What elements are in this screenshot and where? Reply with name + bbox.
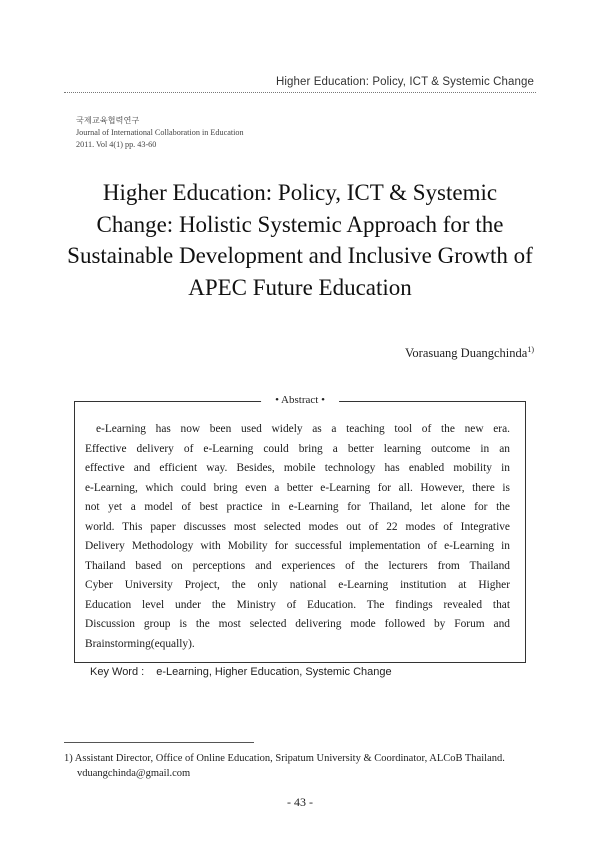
keywords-value: e-Learning, Higher Education, Systemic Change (156, 666, 392, 678)
journal-korean-title: 국제교육협력연구 (76, 116, 140, 125)
abstract-line: e-Learning has now been used widely as a teaching tool of the new era. (96, 423, 510, 435)
abstract-line: not yet a model of best practice in e-Learning for Thailand, let alone for the (85, 501, 510, 513)
abstract-line: effective and efficient way. Besides, mobile technology has enabled mobility in (85, 462, 510, 474)
abstract-line: e-Learning, which could bring even a better e-Learning for all. However, there is (85, 481, 510, 494)
abstract-label: • Abstract • (261, 394, 339, 406)
title-line: Change: Holistic Systemic Approach for the (96, 211, 504, 237)
footnote-affiliation: 1) Assistant Director, Office of Online Education, Sripatum University & Coordinator, ALCoB Thailand. (64, 753, 505, 764)
journal-english-title: Journal of International Collaboration in Education (76, 128, 244, 137)
abstract-line: Brainstorming(equally). (85, 637, 195, 650)
author-line (405, 345, 534, 361)
author-name: Vorasuang Duangchinda (405, 346, 528, 361)
title-line: APEC Future Education (188, 274, 412, 300)
abstract-line: Thailand based on perceptions and experiences of the lecturers from Thailand (85, 559, 510, 572)
abstract-line: Education level under the Ministry of Education. The findings revealed that (85, 598, 510, 611)
page-number: - 43 - (287, 795, 313, 809)
footnote-email: vduangchinda@gmail.com (77, 768, 191, 779)
abstract-line: Discussion group is the most selected delivering mode followed by Forum and (85, 618, 510, 630)
header-divider (64, 92, 536, 93)
journal-volume-info: 2011. Vol 4(1) pp. 43-60 (76, 140, 157, 149)
title-line: Higher Education: Policy, ICT & Systemic (102, 180, 498, 205)
keywords (90, 666, 392, 678)
journal-meta (76, 115, 244, 151)
abstract-line: Delivery Methodology with Mobility for successful implementation of e-Learning in (85, 540, 510, 552)
paper-title (60, 177, 540, 303)
title-line: Sustainable Development and Inclusive Growth of (67, 243, 533, 268)
author-footnote-mark: 1) (527, 345, 534, 354)
abstract-line: world. This paper discusses most selected modes out of 22 modes of Integrative (85, 520, 510, 533)
running-header: Higher Education: Policy, ICT & Systemic Change (275, 76, 534, 88)
abstract-line: Effective delivery of e-Learning could bring a better learning outcome in an (85, 442, 510, 455)
footnote-divider (64, 742, 254, 743)
abstract-text (85, 420, 510, 654)
keywords-label: Key Word : (90, 666, 145, 678)
footnote (64, 751, 540, 781)
abstract-line: Cyber University Project, the only national e-Learning institution at Higher (85, 579, 510, 591)
